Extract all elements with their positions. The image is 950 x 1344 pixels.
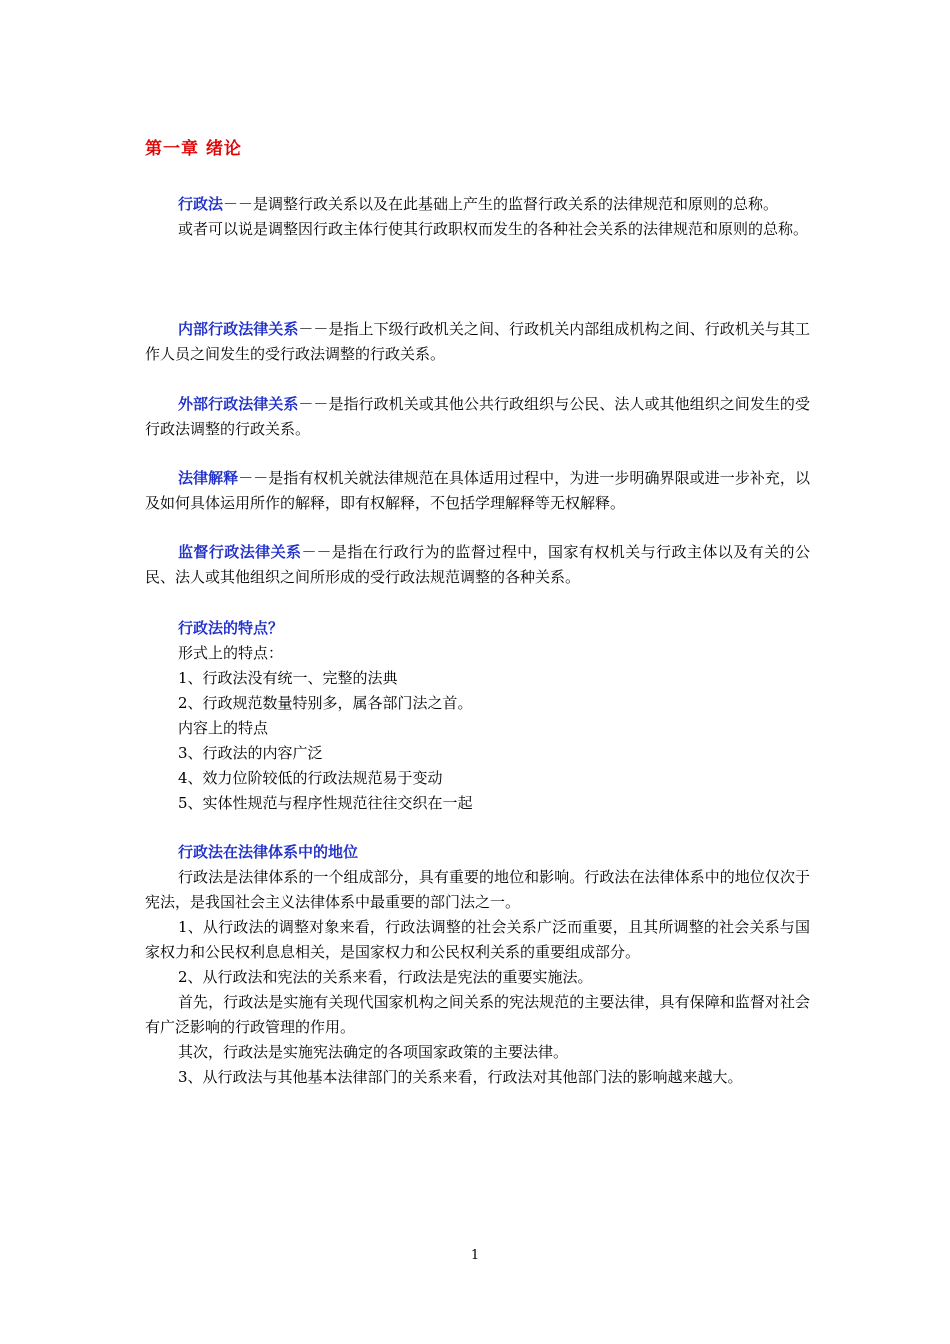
definition-internal-relations [145, 317, 810, 367]
term-label: 内部行政法律关系 [178, 320, 299, 338]
definition-text: －－是指有权机关就法律规范在具体适用过程中，为进一步明确界限或进一步补充，以及如何具体运用所作的解释，即有权解释，不包括学理解释等无权解释。 [145, 469, 810, 512]
features-heading: 行政法的特点？ [178, 619, 284, 637]
status-heading: 行政法在法律体系中的地位 [178, 843, 359, 861]
definition-legal-interpretation [145, 466, 810, 516]
status-paragraph: 2、从行政法和宪法的关系来看，行政法是宪法的重要实施法。 [178, 968, 593, 986]
definition-paragraph [145, 466, 810, 516]
definition-administrative-law [145, 192, 810, 242]
definition-paragraph [145, 540, 810, 590]
chapter-title: 第一章 绪论 [145, 139, 242, 159]
status-paragraph: 3、从行政法与其他基本法律部门的关系来看，行政法对其他部门法的影响越来越大。 [178, 1068, 743, 1086]
page-number: 1 [470, 1248, 480, 1263]
definition-paragraph [145, 192, 810, 217]
feature-line: 5、实体性规范与程序性规范往往交织在一起 [178, 794, 473, 812]
definition-text: －－是指在行政行为的监督过程中，国家有权机关与行政主体以及有关的公民、法人或其他组织之间所形成的受行政法规范调整的各种关系。 [145, 543, 810, 586]
feature-line: 4、效力位阶较低的行政法规范易于变动 [178, 769, 443, 787]
feature-line: 1、行政法没有统一、完整的法典 [178, 669, 398, 687]
term-label: 监督行政法律关系 [178, 543, 302, 561]
definition-paragraph [145, 317, 810, 367]
features-section [145, 616, 810, 816]
definition-paragraph [145, 392, 810, 442]
status-paragraph: 其次，行政法是实施宪法确定的各项国家政策的主要法律。 [178, 1043, 569, 1061]
term-label: 行政法 [178, 195, 224, 213]
definition-paragraph [145, 217, 810, 242]
status-paragraph: 1、从行政法的调整对象来看，行政法调整的社会关系广泛而重要，且其所调整的社会关系与国家权力和公民权利息息相关，是国家权力和公民权利关系的重要组成部分。 [145, 918, 810, 961]
feature-line: 形式上的特点： [178, 644, 284, 662]
definition-text: －－是指上下级行政机关之间、行政机关内部组成机构之间、行政机关与其工作人员之间发生的受行政法调整的行政关系。 [145, 320, 810, 363]
term-label: 外部行政法律关系 [178, 395, 299, 413]
status-section [145, 840, 810, 1090]
definition-text: 或者可以说是调整因行政主体行使其行政职权而发生的各种社会关系的法律规范和原则的总称。 [178, 220, 809, 238]
feature-line: 内容上的特点 [178, 719, 269, 737]
feature-line: 3、行政法的内容广泛 [178, 744, 323, 762]
definition-text: －－是指行政机关或其他公共行政组织与公民、法人或其他组织之间发生的受行政法调整的行政关系。 [145, 395, 810, 438]
definition-external-relations [145, 392, 810, 442]
status-paragraph: 首先，行政法是实施有关现代国家机构之间关系的宪法规范的主要法律，具有保障和监督对社会有广泛影响的行政管理的作用。 [145, 993, 810, 1036]
definition-text: －－是调整行政关系以及在此基础上产生的监督行政关系的法律规范和原则的总称。 [223, 195, 779, 213]
term-label: 法律解释 [178, 469, 239, 487]
definition-supervision-relations [145, 540, 810, 590]
status-paragraph: 行政法是法律体系的一个组成部分，具有重要的地位和影响。行政法在法律体系中的地位仅次于宪法，是我国社会主义法律体系中最重要的部门法之一。 [145, 868, 810, 911]
feature-line: 2、行政规范数量特别多，属各部门法之首。 [178, 694, 473, 712]
